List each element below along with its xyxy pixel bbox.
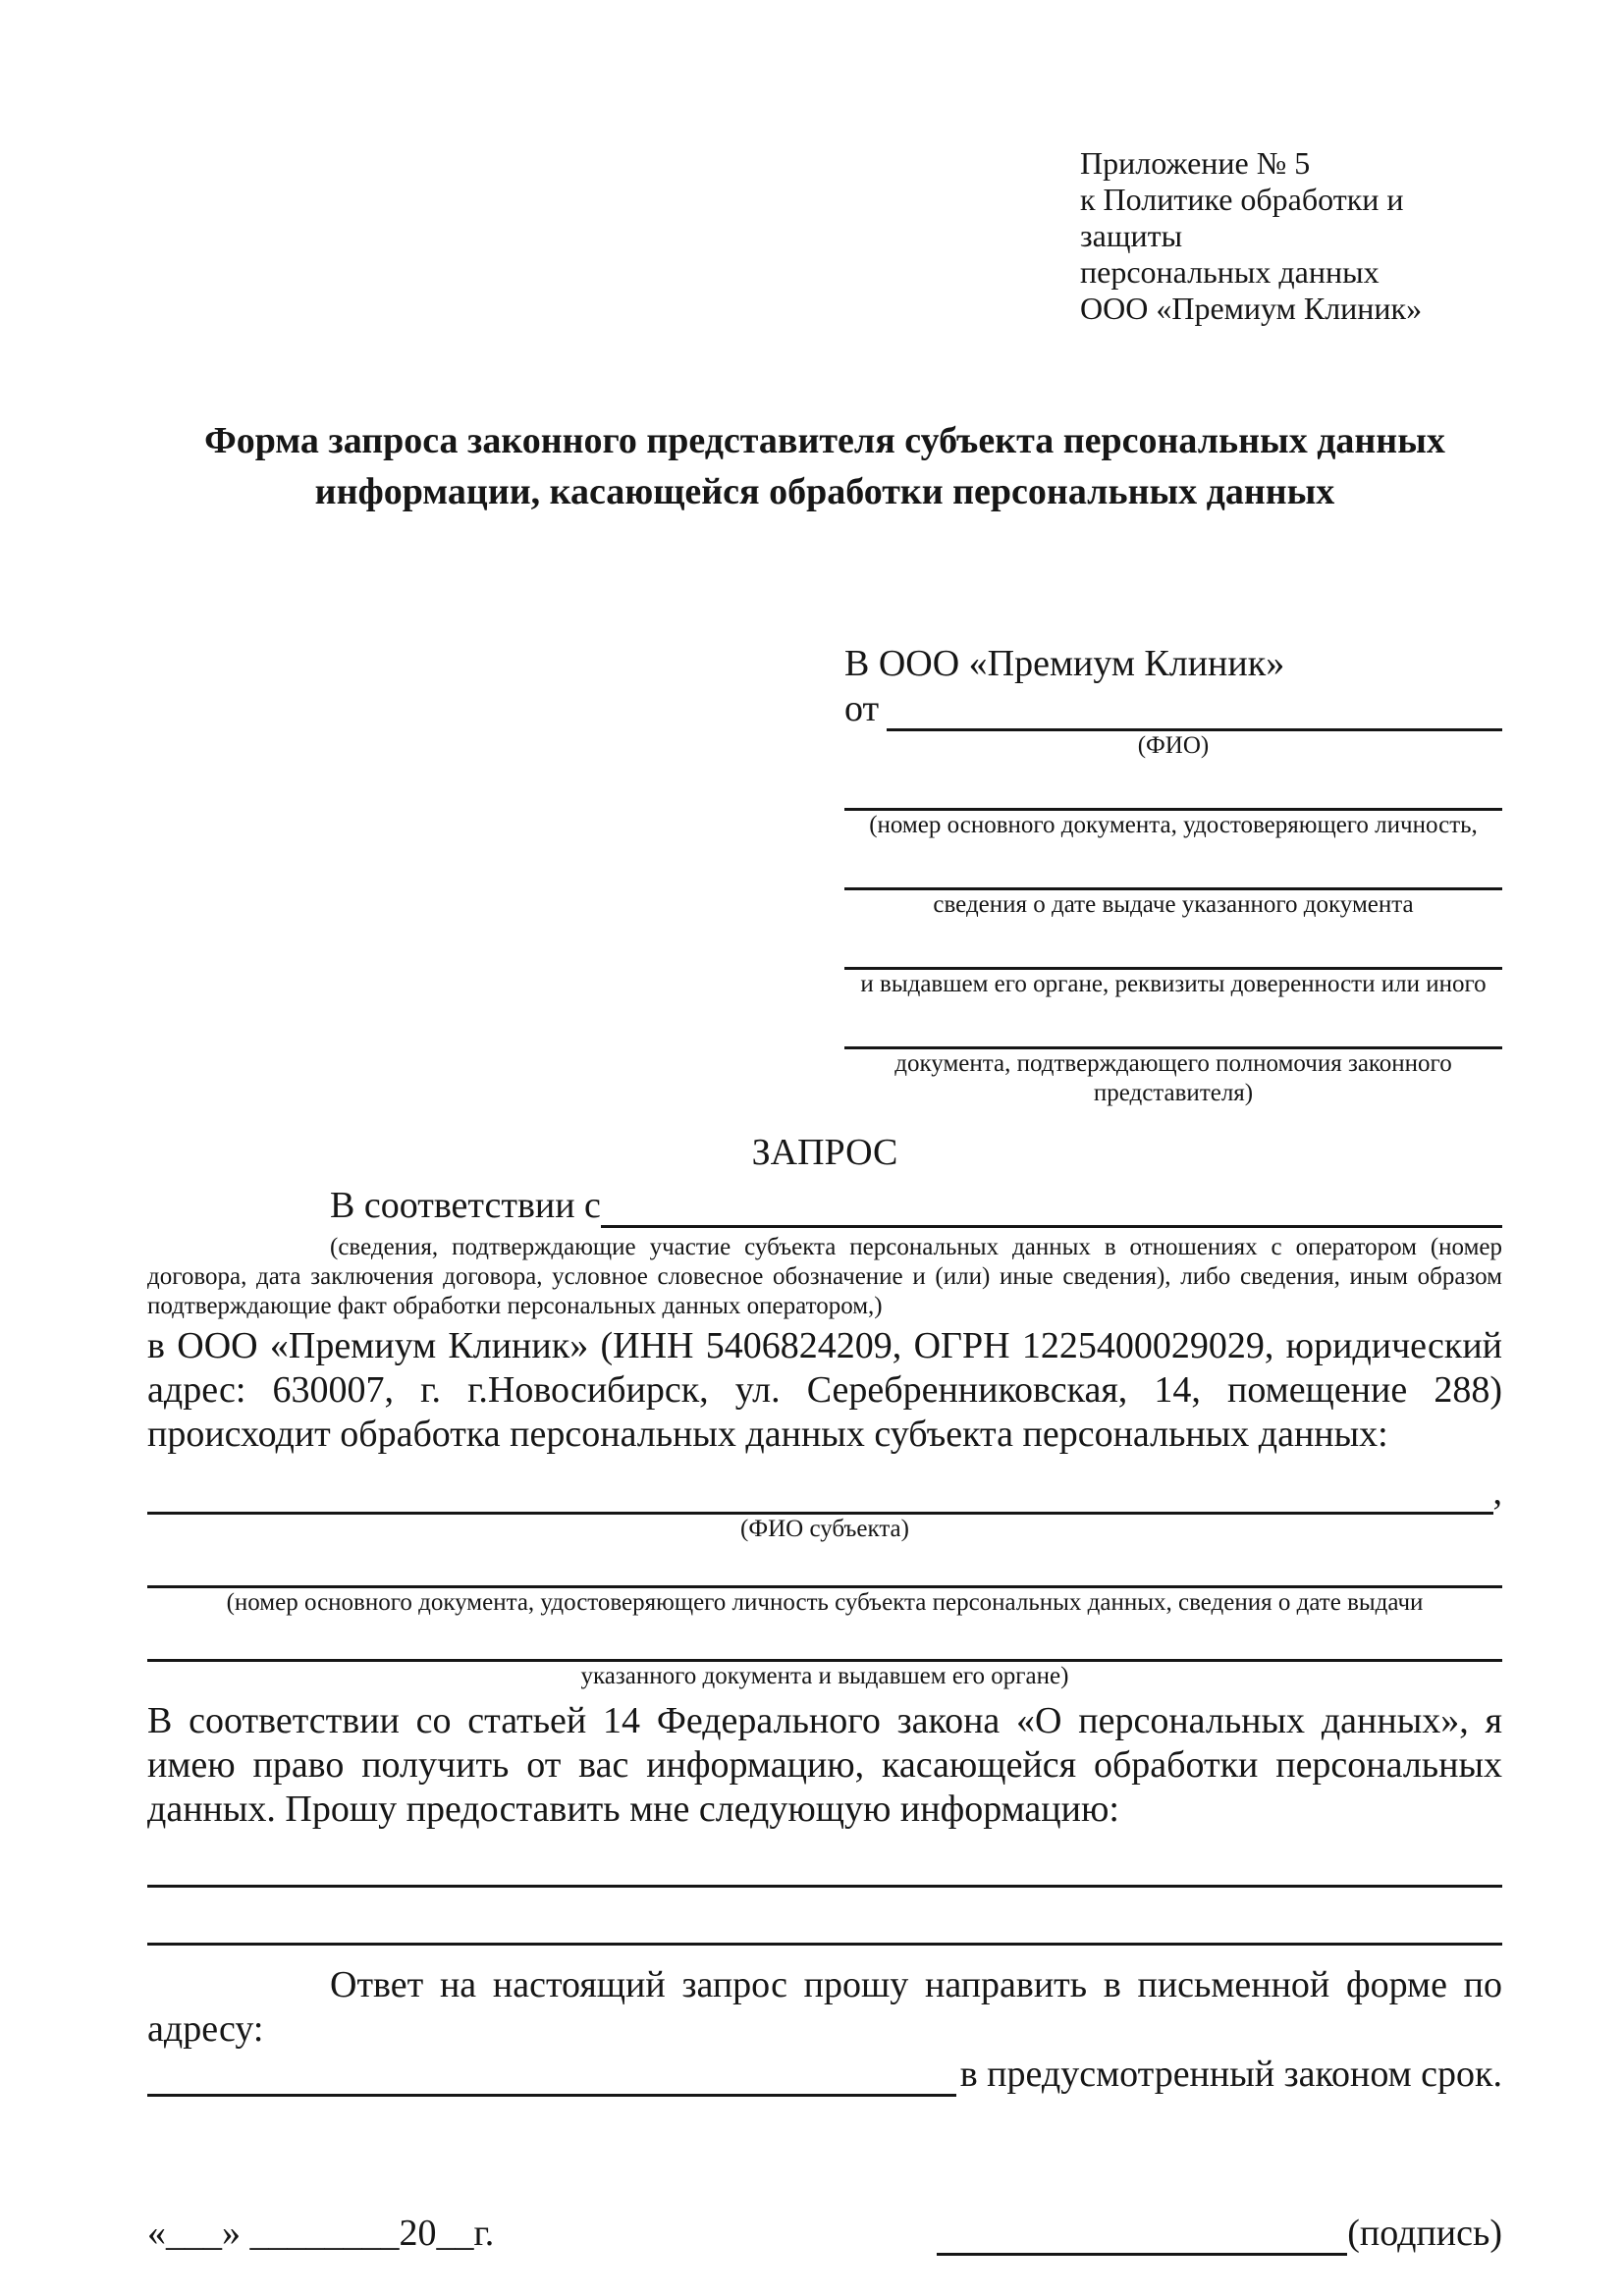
issue-date-caption: сведения о дате выдаче указанного документа: [933, 891, 1414, 918]
comma-mark: ,: [1492, 1471, 1502, 1513]
answer-tail-text: в предусмотренный законом срок.: [959, 2054, 1502, 2095]
law-paragraph: В соответствии со статьей 14 Федерального закона «О персональных данных», я имею право получить от вас информацию, касающейся обработки персональных данных. Прошу предоставить мне следующую информацию:: [147, 1700, 1502, 1830]
subject-doc-blank-line-2: [147, 1618, 1502, 1662]
subject-doc-caption-2: указанного документа и выдавшем его органе): [580, 1663, 1069, 1689]
request-heading: ЗАПРОС: [751, 1132, 898, 1173]
signature-block: [937, 2211, 1502, 2256]
document-title: [147, 415, 1502, 517]
from-line: [844, 686, 1502, 731]
requested-info-blank-line-1: [147, 1832, 1502, 1888]
intro-caption: (сведения, подтверждающие участие субъекта персональных данных в отношениях с оператором (номер договора, дата заключения договора, условное словесное обозначение и (или) иные сведения), либо сведения, иным образом подтверждающие факт обработки персональных данных оператором,): [147, 1234, 1502, 1319]
intro-label: В соответствии с: [330, 1185, 601, 1226]
date-field: «___» ________20__г.: [147, 2213, 495, 2254]
signature-caption: (подпись): [1347, 2213, 1502, 2254]
intro-line: [147, 1183, 1502, 1228]
subject-doc-caption-1: (номер основного документа, удостоверяющего личность субъекта персональных данных, сведения о дате выдачи: [226, 1589, 1424, 1616]
answer-address-line: [147, 2052, 1502, 2097]
footer-row: [147, 2211, 1502, 2256]
appendix-line-3: персональных данных: [1080, 254, 1380, 290]
subject-fio-line: [147, 1470, 1502, 1515]
from-label: от: [844, 688, 880, 729]
appendix-line-4: ООО «Премиум Клиник»: [1080, 291, 1423, 326]
intro-blank-line: [601, 1225, 1502, 1228]
document-title-line-1: Форма запроса законного представителя субъекта персональных данных: [204, 420, 1445, 461]
address-blank-line: [147, 2094, 956, 2097]
issuing-authority-caption: и выдавшем его органе, реквизиты доверенности или иного: [860, 971, 1487, 997]
subject-doc-blank-line-1: [147, 1544, 1502, 1588]
doc-number-caption: (номер основного документа, удостоверяющего личность,: [869, 812, 1478, 838]
addressee-block: [844, 641, 1502, 1108]
issue-date-blank-line: [844, 840, 1502, 890]
appendix-line-2: к Политике обработки и защиты: [1080, 182, 1404, 253]
subject-fio-caption: (ФИО субъекта): [740, 1516, 909, 1542]
document-title-line-2: информации, касающейся обработки персональных данных: [314, 471, 1335, 512]
document-content: [0, 145, 1624, 2256]
doc-number-blank-line: [844, 761, 1502, 811]
issuing-authority-blank-line: [844, 920, 1502, 970]
fio-caption: (ФИО): [1137, 732, 1210, 759]
appendix-line-1: Приложение № 5: [1080, 145, 1311, 181]
answer-paragraph: Ответ на настоящий запрос прошу направить в письменной форме по адресу:: [147, 1964, 1502, 2050]
operator-paragraph: в ООО «Премиум Клиник» (ИНН 5406824209, ОГРН 1225400029029, юридический адрес: 630007, г. г.Новосибирск, ул. Серебренниковская, 14, помещение 288) происходит обработка персональных данных субъекта персональных данных:: [147, 1325, 1502, 1455]
signature-blank-line: [937, 2214, 1347, 2256]
requested-info-blank-line-2: [147, 1888, 1502, 1946]
authority-doc-blank-line: [844, 999, 1502, 1049]
authority-doc-caption: документа, подтверждающего полномочия законного представителя): [894, 1050, 1452, 1106]
addressee-organization: В ООО «Премиум Клиник»: [844, 643, 1285, 684]
appendix-note: [1080, 145, 1502, 327]
